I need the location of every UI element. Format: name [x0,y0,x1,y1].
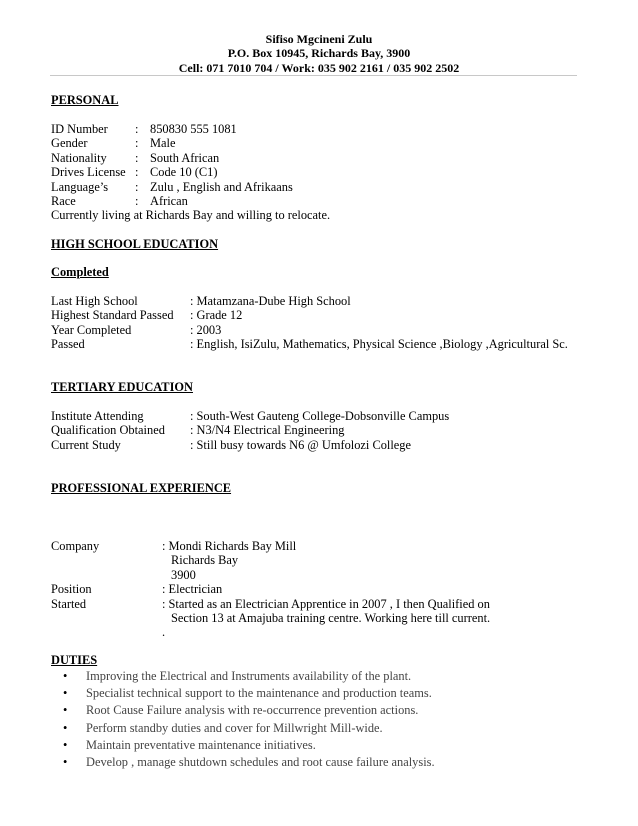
field-label: Qualification Obtained [51,423,165,438]
bullet-icon: • [63,686,68,701]
field-label: Nationality [51,150,107,165]
field-label: Position [51,582,92,597]
contact-numbers: Cell: 071 7010 704 / Work: 035 902 2161 / 035 902 2502 [178,60,460,75]
candidate-name: Sifiso Mgcineni Zulu [265,32,373,46]
field-label: Drives License [51,165,126,180]
field-label: Passed [51,337,85,352]
bullet-icon: • [63,720,68,735]
field-value: : Matamzana-Dube High School [190,294,351,308]
field-value: : 2003 [190,322,222,337]
field-label: ID Number [51,122,108,136]
duty-text: Develop , manage shutdown schedules and root cause failure analysis. [86,754,435,769]
relocation-note: Currently living at Richards Bay and willing to relocate. [51,208,331,223]
personal-heading: PERSONAL [51,93,119,107]
field-label: Language’s [51,179,109,194]
high-school-heading: HIGH SCHOOL EDUCATION [51,237,219,251]
completed-subheading: Completed [51,265,109,279]
field-separator: : [135,136,139,151]
duty-text: Perform standby duties and cover for Millwright Mill-wide. [86,720,383,735]
duty-text: Root Cause Failure analysis with re-occurrence prevention actions. [86,703,419,718]
field-value: : Mondi Richards Bay Mill [162,539,297,553]
field-value: African [150,194,188,208]
field-separator: : [135,194,139,208]
field-label: Last High School [51,294,138,308]
field-label: Institute Attending [51,409,144,423]
field-label: Company [51,539,100,553]
postal-address: P.O. Box 10945, Richards Bay, 3900 [227,46,411,61]
field-label: Current Study [51,437,121,452]
field-value: 3900 [171,567,196,582]
field-value: . [162,625,166,640]
field-value: : Started as an Electrician Apprentice in 2007 , I then Qualified on [162,596,490,611]
field-value: : Electrician [162,582,223,597]
field-value: South African [150,150,220,165]
bullet-icon: • [63,754,68,769]
field-value: : Grade 12 [190,308,243,323]
field-label: Race [51,194,76,208]
bullet-icon: • [63,669,68,683]
duties-heading: DUTIES [51,653,98,667]
field-separator: : [135,165,139,180]
field-separator: : [135,179,139,194]
experience-heading: PROFESSIONAL EXPERIENCE [51,481,232,495]
bullet-icon: • [63,737,68,752]
field-value: : English, IsiZulu, Mathematics, Physical Science ,Biology ,Agricultural Sc. [190,337,568,352]
field-value: Richards Bay [171,553,239,568]
field-value: Code 10 (C1) [150,165,218,180]
field-separator: : [135,122,139,136]
field-value: 850830 555 1081 [150,122,237,136]
field-label: Started [51,596,87,611]
tertiary-heading: TERTIARY EDUCATION [51,380,193,394]
field-label: Gender [51,136,88,151]
field-label: Year Completed [51,322,132,337]
field-value: : N3/N4 Electrical Engineering [190,423,345,438]
field-separator: : [135,150,139,165]
field-value: : South-West Gauteng College-Dobsonville Campus [190,409,450,423]
field-value: Section 13 at Amajuba training centre. Working here till current. [171,611,491,625]
field-value: Male [150,136,176,151]
bullet-icon: • [63,703,68,718]
field-value: Zulu , English and Afrikaans [150,179,293,194]
duty-text: Specialist technical support to the maintenance and production teams. [86,686,432,701]
field-value: : Still busy towards N6 @ Umfolozi College [190,437,412,452]
resume-header [0,32,638,75]
duty-text: Maintain preventative maintenance initiatives. [86,737,316,752]
header-divider [50,75,577,76]
field-label: Highest Standard Passed [51,308,174,323]
duty-text: Improving the Electrical and Instruments availability of the plant. [86,669,412,683]
